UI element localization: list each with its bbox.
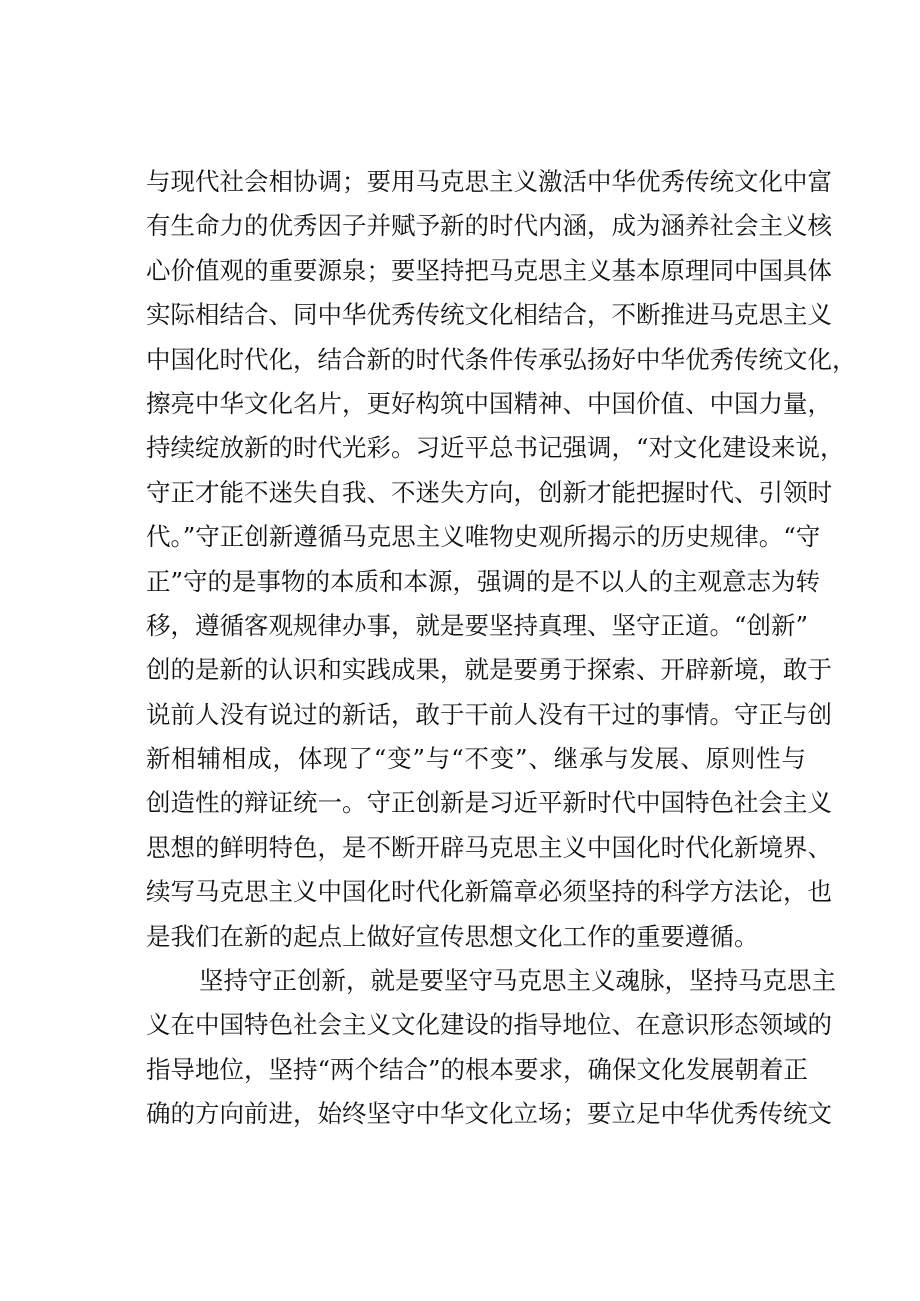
text-line: 说前人没有说过的新话，敢于干前人没有干过的事情。守正与创 (146, 699, 832, 729)
text-line: 创造性的辩证统一。守正创新是习近平新时代中国特色社会主义 (146, 788, 832, 818)
text-line: 守正才能不迷失自我、不迷失方向，创新才能把握时代、引领时 (146, 477, 832, 507)
text-line: 中国化时代化，结合新的时代条件传承弘扬好中华优秀传统文化， (146, 344, 857, 374)
paragraph-1 (146, 160, 857, 959)
body-text (146, 160, 857, 1137)
text-line: 移，遵循客观规律办事，就是要坚持真理、坚守正道。“创新” (146, 610, 809, 640)
text-line: 实际相结合、同中华优秀传统文化相结合，不断推进马克思主义 (146, 300, 832, 330)
text-line: 坚持守正创新，就是要坚守马克思主义魂脉，坚持马克思主 (199, 966, 836, 996)
text-line: 创的是新的认识和实践成果，就是要勇于探索、开辟新境，敢于 (146, 655, 832, 685)
text-line: 是我们在新的起点上做好宣传思想文化工作的重要遵循。 (146, 921, 759, 951)
text-line: 正”守的是事物的本质和本源，强调的是不以人的主观意志为转 (146, 566, 821, 596)
text-line: 确的方向前进，始终坚守中华文化立场；要立足中华优秀传统文 (146, 1099, 832, 1129)
text-line: 持续绽放新的时代光彩。习近平总书记强调，“对文化建设来说， (146, 433, 845, 463)
text-line: 有生命力的优秀因子并赋予新的时代内涵，成为涵养社会主义核 (146, 211, 832, 241)
text-line: 义在中国特色社会主义文化建设的指导地位、在意识形态领域的 (146, 1010, 832, 1040)
paragraph-2 (146, 959, 836, 1137)
text-line: 指导地位，坚持“两个结合”的根本要求，确保文化发展朝着正 (146, 1054, 809, 1084)
text-line: 思想的鲜明特色，是不断开辟马克思主义中国化时代化新境界、 (146, 832, 832, 862)
text-line: 擦亮中华文化名片，更好构筑中国精神、中国价值、中国力量， (146, 388, 832, 418)
text-line: 续写马克思主义中国化时代化新篇章必须坚持的科学方法论，也 (146, 877, 832, 907)
text-line: 与现代社会相协调；要用马克思主义激活中华优秀传统文化中富 (146, 167, 832, 196)
text-line: 新相辅相成，体现了“变”与“不变”、继承与发展、原则性与 (146, 744, 806, 774)
text-line: 代。”守正创新遵循马克思主义唯物史观所揭示的历史规律。“守 (146, 522, 821, 552)
text-line: 心价值观的重要源泉；要坚持把马克思主义基本原理同中国具体 (146, 255, 832, 285)
